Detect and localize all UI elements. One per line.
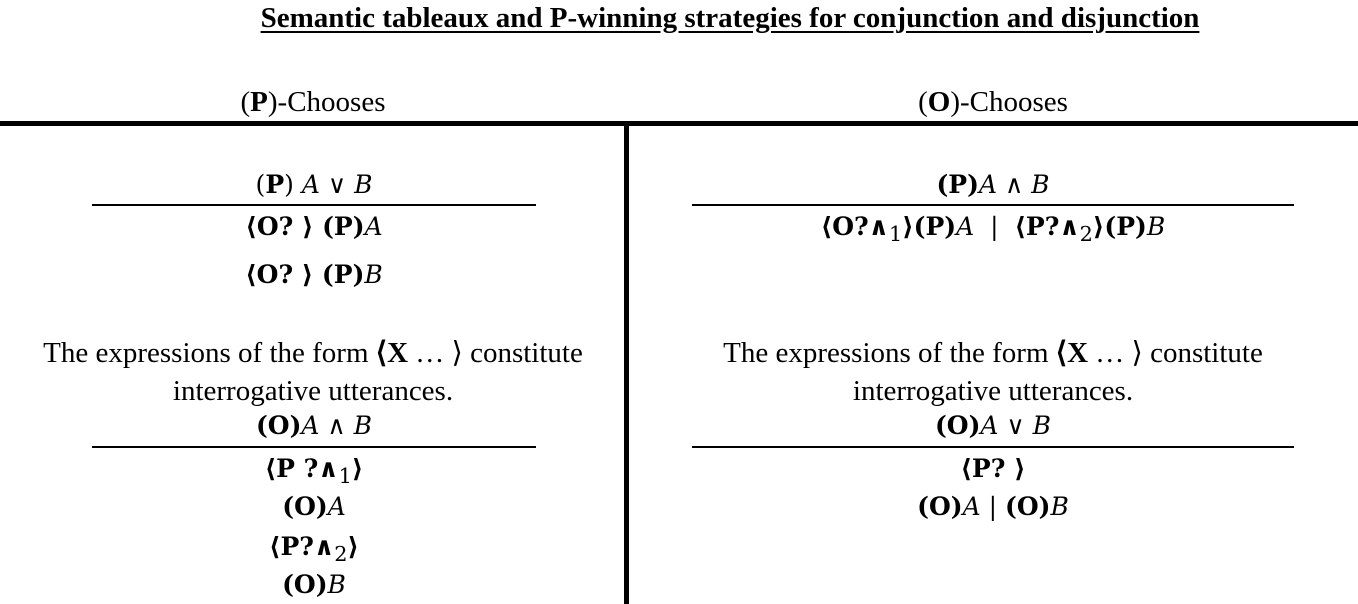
left-rule1-conclusion-1: ⟨O? ⟩ (P)A (245, 212, 383, 241)
right-rule1-conclusion: $⟨O?\wedge_1⟩(P)A$ | $⟨P?\wedge_2⟩(P)B$ (820, 212, 1166, 246)
right-column-header: (O)-Chooses (918, 86, 1068, 118)
right-rule1-premise: (P)A ∧ B (936, 170, 1050, 199)
right-rule1-line (692, 204, 1294, 206)
right-rule2-premise: (O)A ∨ B (934, 411, 1052, 440)
left-rule2-conclusion-1: ⟨P $?\wedge_1⟩$ (264, 454, 364, 488)
left-rule2-conclusion-2: (O)A (282, 492, 346, 521)
left-rule2-conclusion-4: (O)B (282, 570, 346, 599)
right-rule2-conclusion-2: (O)A | (O)B (917, 492, 1069, 521)
left-column-header: (P)-Chooses (240, 86, 386, 118)
header-rule (0, 121, 1358, 126)
left-rule2-conclusion-3: $⟨P?\wedge_2⟩$ (269, 532, 359, 566)
left-rule1-premise: (P) A ∨ B (255, 170, 373, 199)
right-note: The expressions of the form ⟨X … ⟩ constitute interrogative utterances. (723, 337, 1263, 407)
left-rule1-line (92, 204, 536, 206)
left-note: The expressions of the form ⟨X … ⟩ constitute interrogative utterances. (43, 337, 583, 407)
right-rule2-line (692, 446, 1294, 448)
page-title: Semantic tableaux and P-winning strategies for conjunction and disjunction (260, 2, 1200, 34)
left-rule2-line (92, 446, 536, 448)
left-rule1-conclusion-2: ⟨O? ⟩ (P)B (245, 260, 383, 289)
right-rule2-conclusion-1: ⟨P? ⟩ (960, 454, 1026, 483)
left-rule2-premise: (O)A ∧ B (255, 411, 373, 440)
